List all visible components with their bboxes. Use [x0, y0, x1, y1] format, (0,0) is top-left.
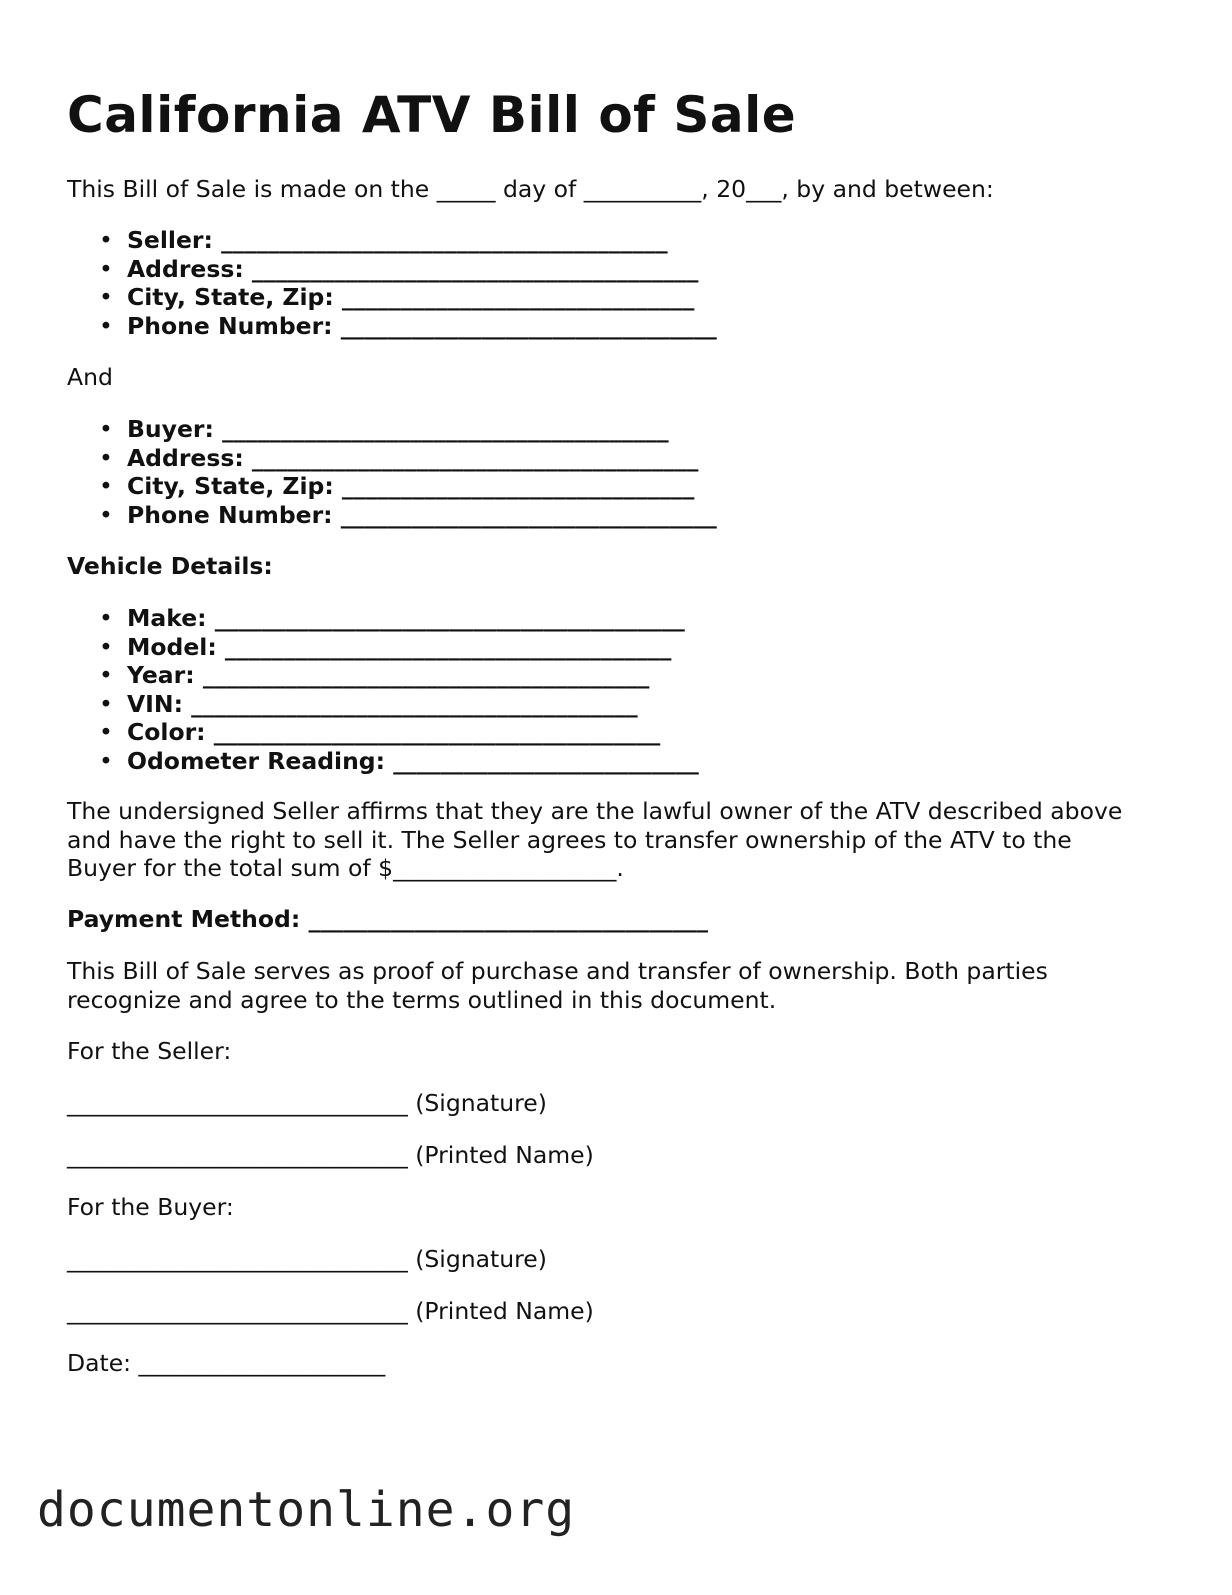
proof-line: recognize and agree to the terms outlined in this document.	[67, 985, 777, 1014]
buyer-address-field: • Address: ______________________________________	[67, 444, 717, 473]
seller-city-state-zip-field: • City, State, Zip: ______________________________	[67, 283, 717, 312]
seller-signature-line: _____________________________ (Signature)	[67, 1089, 547, 1117]
seller-phone-field: • Phone Number: ________________________________	[67, 312, 717, 341]
buyer-name-field: • Buyer: ______________________________________	[67, 415, 717, 444]
buyer-phone-field: • Phone Number: ________________________________	[67, 501, 717, 530]
proof-line: This Bill of Sale serves as proof of purchase and transfer of ownership. Both parties	[67, 957, 1048, 985]
vehicle-make-field: • Make: ________________________________________	[67, 604, 699, 633]
vehicle-details-heading: Vehicle Details:	[67, 552, 273, 580]
seller-field-list	[67, 226, 717, 340]
proof-paragraph	[67, 957, 1177, 1014]
affirmation-line: The undersigned Seller affirms that they are the lawful owner of the ATV described above	[67, 797, 1123, 825]
affirmation-paragraph	[67, 797, 1177, 883]
vehicle-model-field: • Model: ______________________________________	[67, 633, 699, 662]
watermark-text: documentonline.org	[37, 1482, 576, 1538]
seller-printed-name-line: _____________________________ (Printed Name)	[67, 1141, 594, 1169]
buyer-field-list	[67, 415, 717, 529]
affirmation-line: and have the right to sell it. The Seller agrees to transfer ownership of the ATV to the	[67, 825, 1072, 854]
vehicle-color-field: • Color: ______________________________________	[67, 718, 699, 747]
seller-address-field: • Address: ______________________________________	[67, 255, 717, 284]
buyer-city-state-zip-field: • City, State, Zip: ______________________________	[67, 472, 717, 501]
vehicle-field-list	[67, 604, 699, 775]
document-title: California ATV Bill of Sale	[67, 86, 797, 144]
vehicle-odometer-field: • Odometer Reading: __________________________	[67, 747, 699, 776]
buyer-signature-line: _____________________________ (Signature)	[67, 1245, 547, 1273]
and-label: And	[67, 363, 113, 391]
payment-method-field: Payment Method: __________________________________	[67, 905, 708, 933]
date-line: Date: _____________________	[67, 1349, 386, 1377]
for-buyer-label: For the Buyer:	[67, 1193, 234, 1221]
vehicle-year-field: • Year: ______________________________________	[67, 661, 699, 690]
for-seller-label: For the Seller:	[67, 1037, 232, 1065]
seller-name-field: • Seller: ______________________________________	[67, 226, 717, 255]
buyer-printed-name-line: _____________________________ (Printed Name)	[67, 1297, 594, 1325]
affirmation-line: Buyer for the total sum of $___________________.	[67, 854, 624, 882]
vehicle-vin-field: • VIN: ______________________________________	[67, 690, 699, 719]
intro-text: This Bill of Sale is made on the _____ day of __________, 20___, by and between:	[67, 175, 994, 203]
